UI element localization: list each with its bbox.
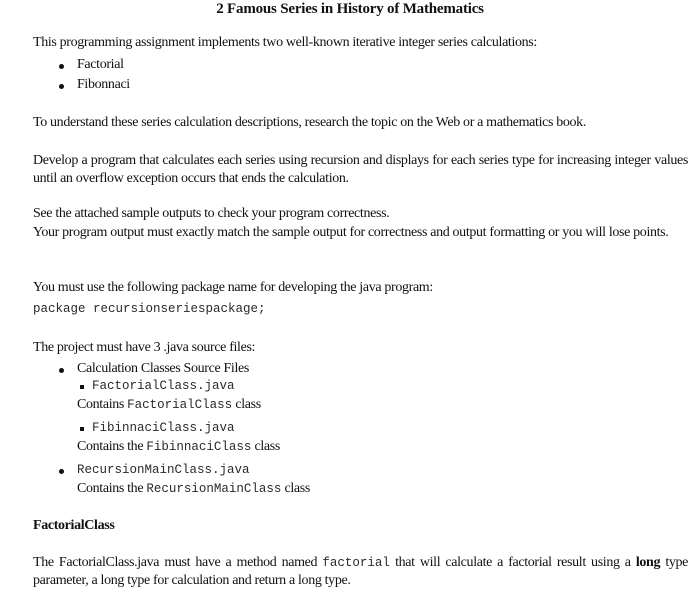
square-bullet-icon xyxy=(80,427,84,431)
package-code: package recursionseriespackage; xyxy=(33,302,266,316)
calc-classes-heading: Calculation Classes Source Files xyxy=(77,361,249,376)
list-item-fibonnaci: Fibonnaci xyxy=(77,77,130,92)
intro-text: This programming assignment implements two well-known iterative integer series calculations: xyxy=(33,35,537,50)
square-bullet-icon xyxy=(80,385,84,389)
fibinnaci-contains-text: Contains the FibinnaciClass class xyxy=(77,439,280,454)
main-file-name: RecursionMainClass.java xyxy=(77,463,250,477)
sample-output-text: See the attached sample outputs to check your program correctness. xyxy=(33,206,390,221)
research-text: To understand these series calculation descriptions, research the topic on the Web or a mathematics book. xyxy=(33,115,586,130)
factorial-class-code: FactorialClass xyxy=(127,398,233,412)
factorial-method-code: factorial xyxy=(322,556,390,570)
main-class-code: RecursionMainClass xyxy=(146,482,282,496)
bullet-icon xyxy=(59,64,64,69)
match-output-paragraph: Your program output must exactly match the sample output for correctness and output formatting or you will lose points. xyxy=(33,225,669,240)
bullet-icon xyxy=(59,84,64,89)
project-intro-text: The project must have 3 .java source files: xyxy=(33,340,256,355)
factorial-file-name: FactorialClass.java xyxy=(92,379,235,393)
long-keyword: long xyxy=(635,555,661,570)
package-intro-text: You must use the following package name for developing the java program: xyxy=(33,280,433,295)
factorial-class-heading: FactorialClass xyxy=(33,518,115,533)
main-contains-text: Contains the RecursionMainClass class xyxy=(77,481,310,496)
list-item-factorial: Factorial xyxy=(77,57,124,72)
bullet-icon xyxy=(59,368,64,373)
fibinnaci-file-name: FibinnaciClass.java xyxy=(92,421,235,435)
page-title: 2 Famous Series in History of Mathematics xyxy=(216,1,484,17)
factorial-requirement-paragraph: The FactorialClass.java must have a method named factorial that will calculate a factorial result using a long type parameter, a long type for calculation and return a long type. xyxy=(33,555,689,588)
develop-paragraph: Develop a program that calculates each series using recursion and displays for each series type for increasing integer values until an overflow exception occurs that ends the calculation. xyxy=(33,153,688,186)
bullet-icon xyxy=(59,469,64,474)
fibinnaci-class-code: FibinnaciClass xyxy=(146,440,252,454)
factorial-contains-text: Contains FactorialClass class xyxy=(77,397,261,412)
